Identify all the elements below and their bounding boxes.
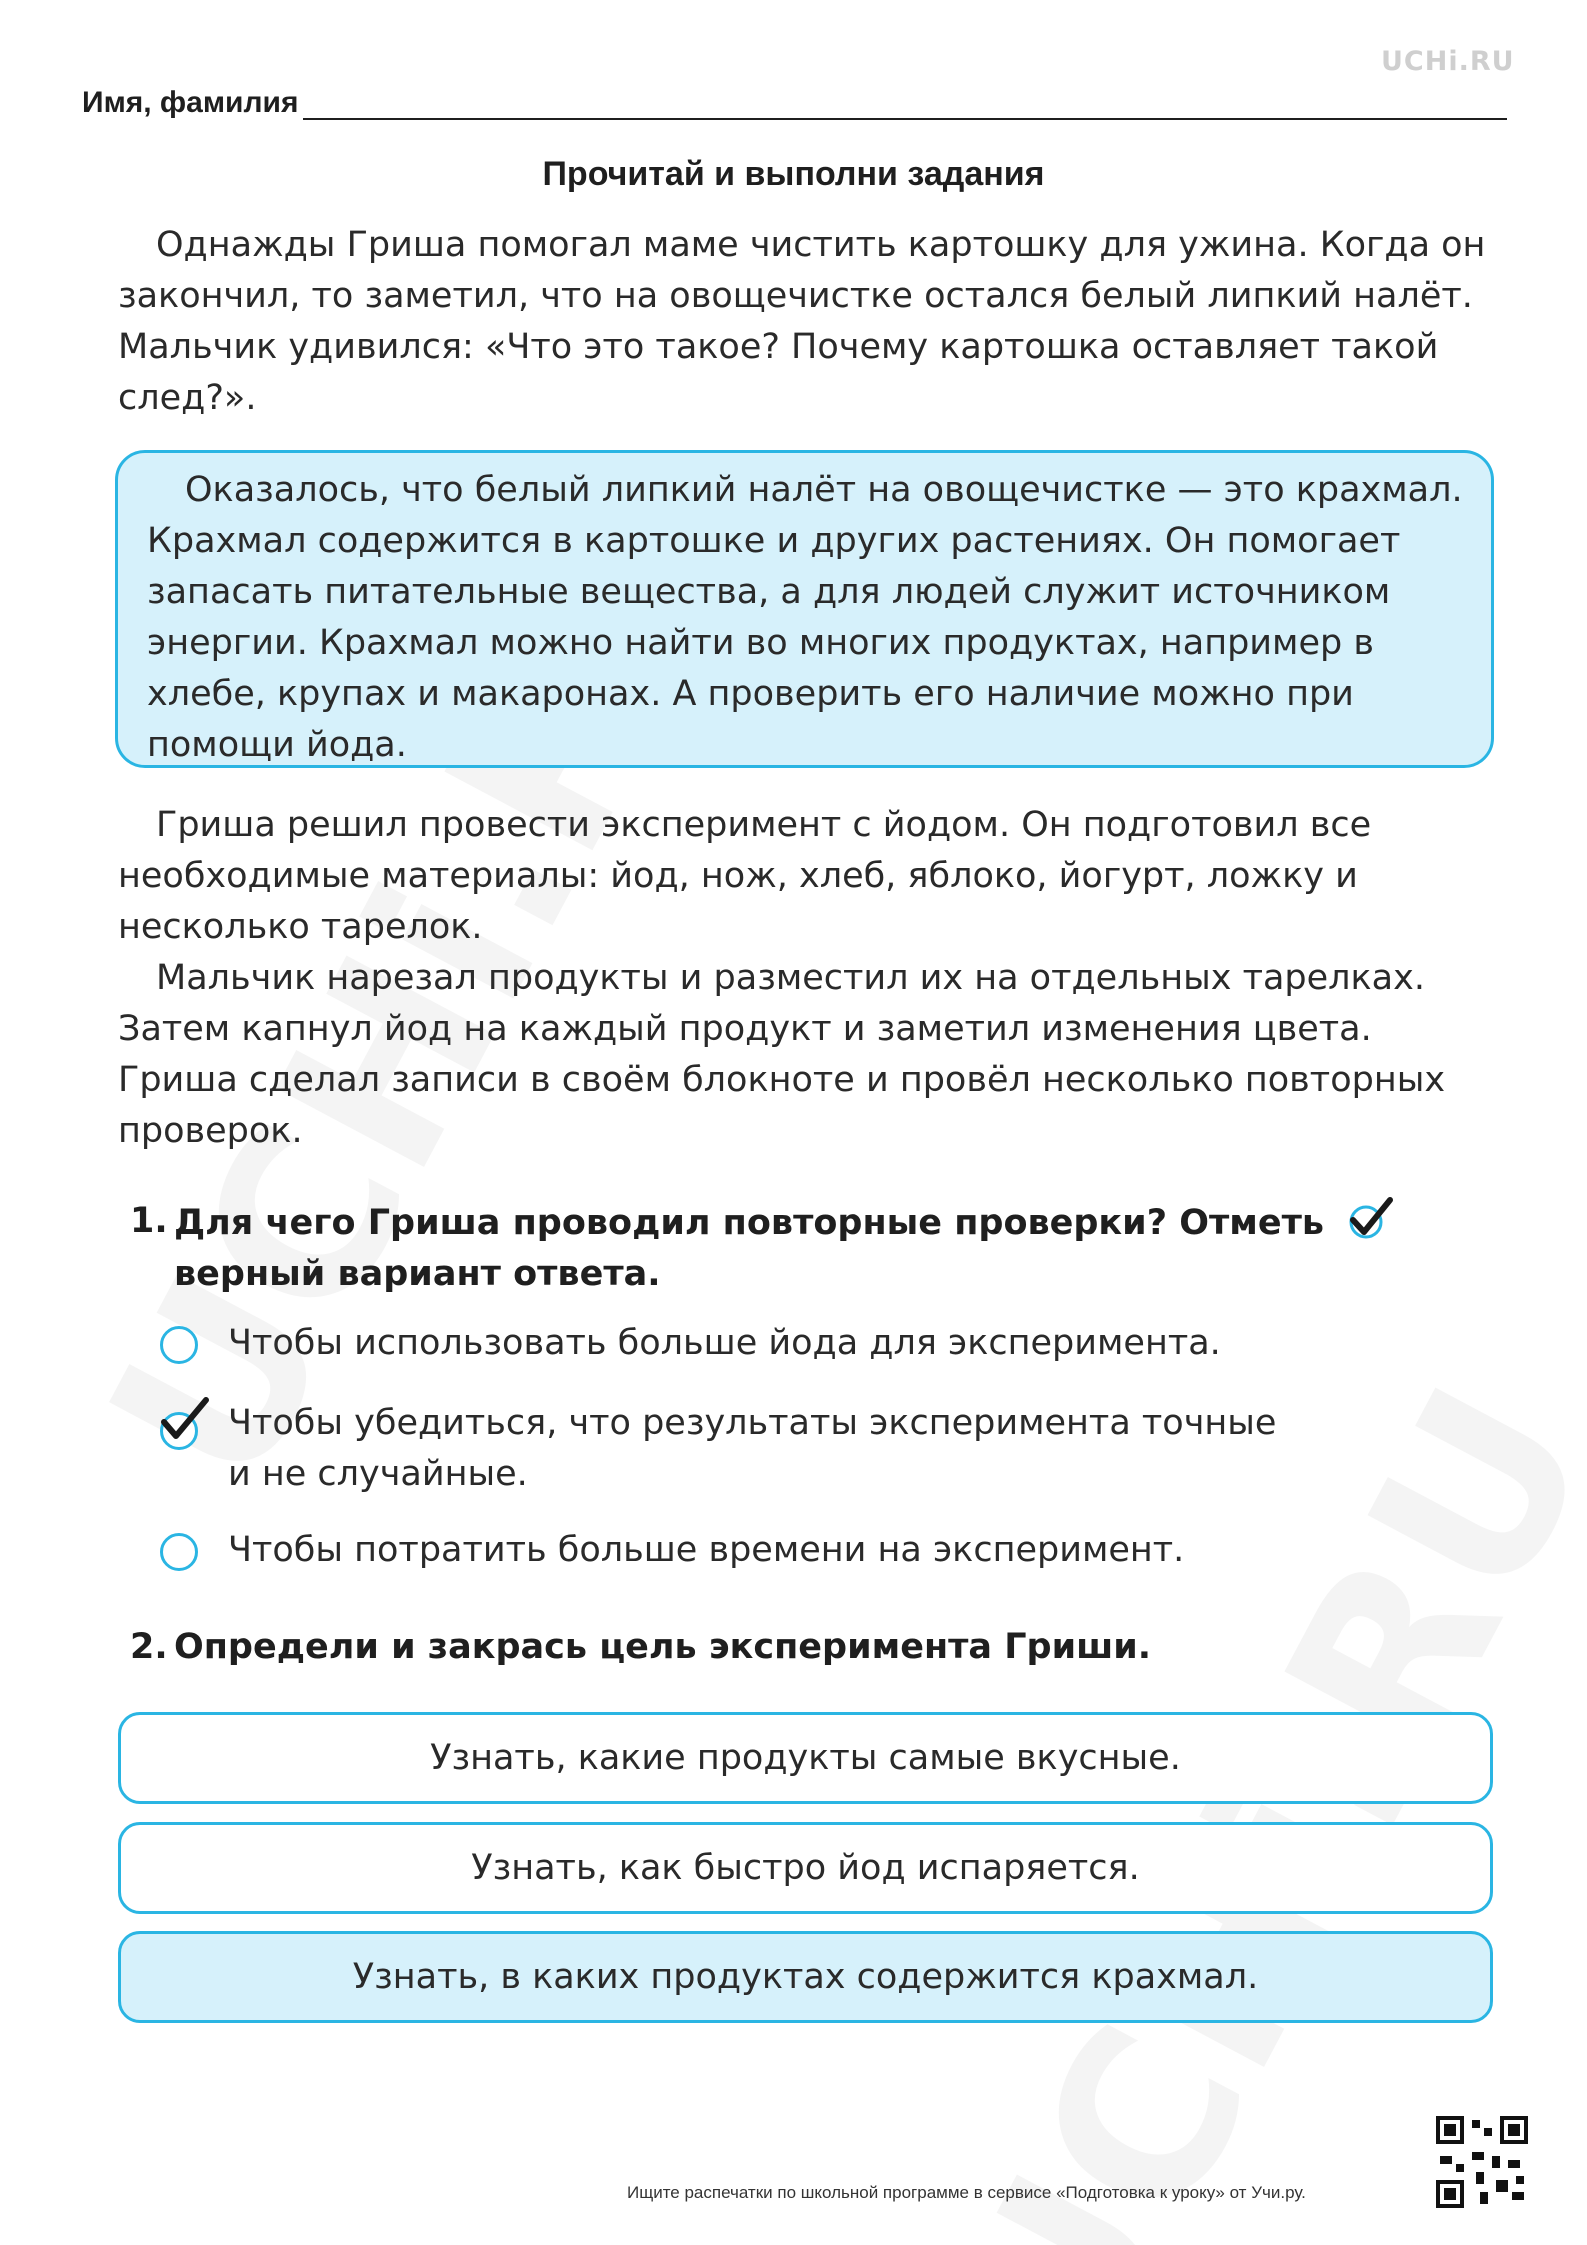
- checkmark-icon: [1344, 1196, 1396, 1236]
- name-line[interactable]: [303, 90, 1507, 120]
- question-1-text: Для чего Гриша проводил повторные проверки? Отметь: [174, 1203, 1324, 1243]
- option-2-text: Чтобы убедиться, что результаты эксперимента точные и не случайные.: [228, 1403, 1277, 1494]
- question-2-text: Определи и закрась цель эксперимента Гриши.: [174, 1627, 1152, 1667]
- answer-box-1[interactable]: Узнать, какие продукты самые вкусные.: [118, 1712, 1493, 1804]
- option-3[interactable]: [160, 1525, 1460, 1585]
- experiment-text-1: Гриша решил провести эксперимент с йодом. Он подготовил все необходимые материалы: йод, нож, хлеб, яблоко, йогурт, ложку и несколько тарелок.: [118, 805, 1372, 947]
- name-label: Имя, фамилия: [82, 86, 299, 119]
- question-1-number: 1.: [130, 1201, 168, 1241]
- option-1[interactable]: [160, 1318, 1460, 1378]
- radio-circle-icon[interactable]: [160, 1326, 198, 1364]
- checkmark-icon: [160, 1396, 212, 1448]
- qr-code-icon: [1432, 2112, 1532, 2212]
- experiment-text-2: Мальчик нарезал продукты и разместил их на отдельных тарелках. Затем капнул йод на каждый продукт и заметил изменения цвета. Гриша сделал записи в своём блокноте и провёл несколько повторных проверок.: [118, 958, 1446, 1151]
- info-box-text: Оказалось, что белый липкий налёт на овощечистке — это крахмал. Крахмал содержится в картошке и других растениях. Он помогает запасать питательные вещества, а для людей служит источником энергии. Крахмал можно найти во многих продуктах, например в хлебе, крупах и макаронах. А проверить его наличие можно при помощи йода.: [147, 470, 1463, 765]
- option-2[interactable]: [160, 1398, 1460, 1508]
- option-1-text: Чтобы использовать больше йода для эксперимента.: [228, 1323, 1221, 1363]
- answer-box-3[interactable]: Узнать, в каких продуктах содержится крахмал.: [118, 1931, 1493, 2023]
- answer-box-2[interactable]: Узнать, как быстро йод испаряется.: [118, 1822, 1493, 1914]
- brand-logo: UCHi.RU: [1381, 46, 1515, 77]
- intro-text: Однажды Гриша помогал маме чистить картошку для ужина. Когда он закончил, то заметил, что на овощечистке остался белый липкий налёт. Мальчик удивился: «Что это такое? Почему картошка оставляет такой след?».: [118, 225, 1486, 418]
- question-2-number: 2.: [130, 1627, 168, 1667]
- question-1: [130, 1196, 1500, 1300]
- question-1-text-end: верный вариант ответа.: [174, 1254, 661, 1294]
- info-box: [115, 450, 1494, 768]
- name-field: [82, 86, 1507, 120]
- option-3-text: Чтобы потратить больше времени на эксперимент.: [228, 1530, 1185, 1570]
- intro-paragraph: [118, 220, 1498, 424]
- question-2: [130, 1622, 1500, 1673]
- page-title: Прочитай и выполни задания: [542, 155, 1045, 193]
- experiment-paragraph: [118, 800, 1498, 1157]
- radio-circle-icon[interactable]: [160, 1533, 198, 1571]
- footer-note: Ищите распечатки по школьной программе в сервисе «Подготовка к уроку» от Учи.ру.: [627, 2183, 1306, 2202]
